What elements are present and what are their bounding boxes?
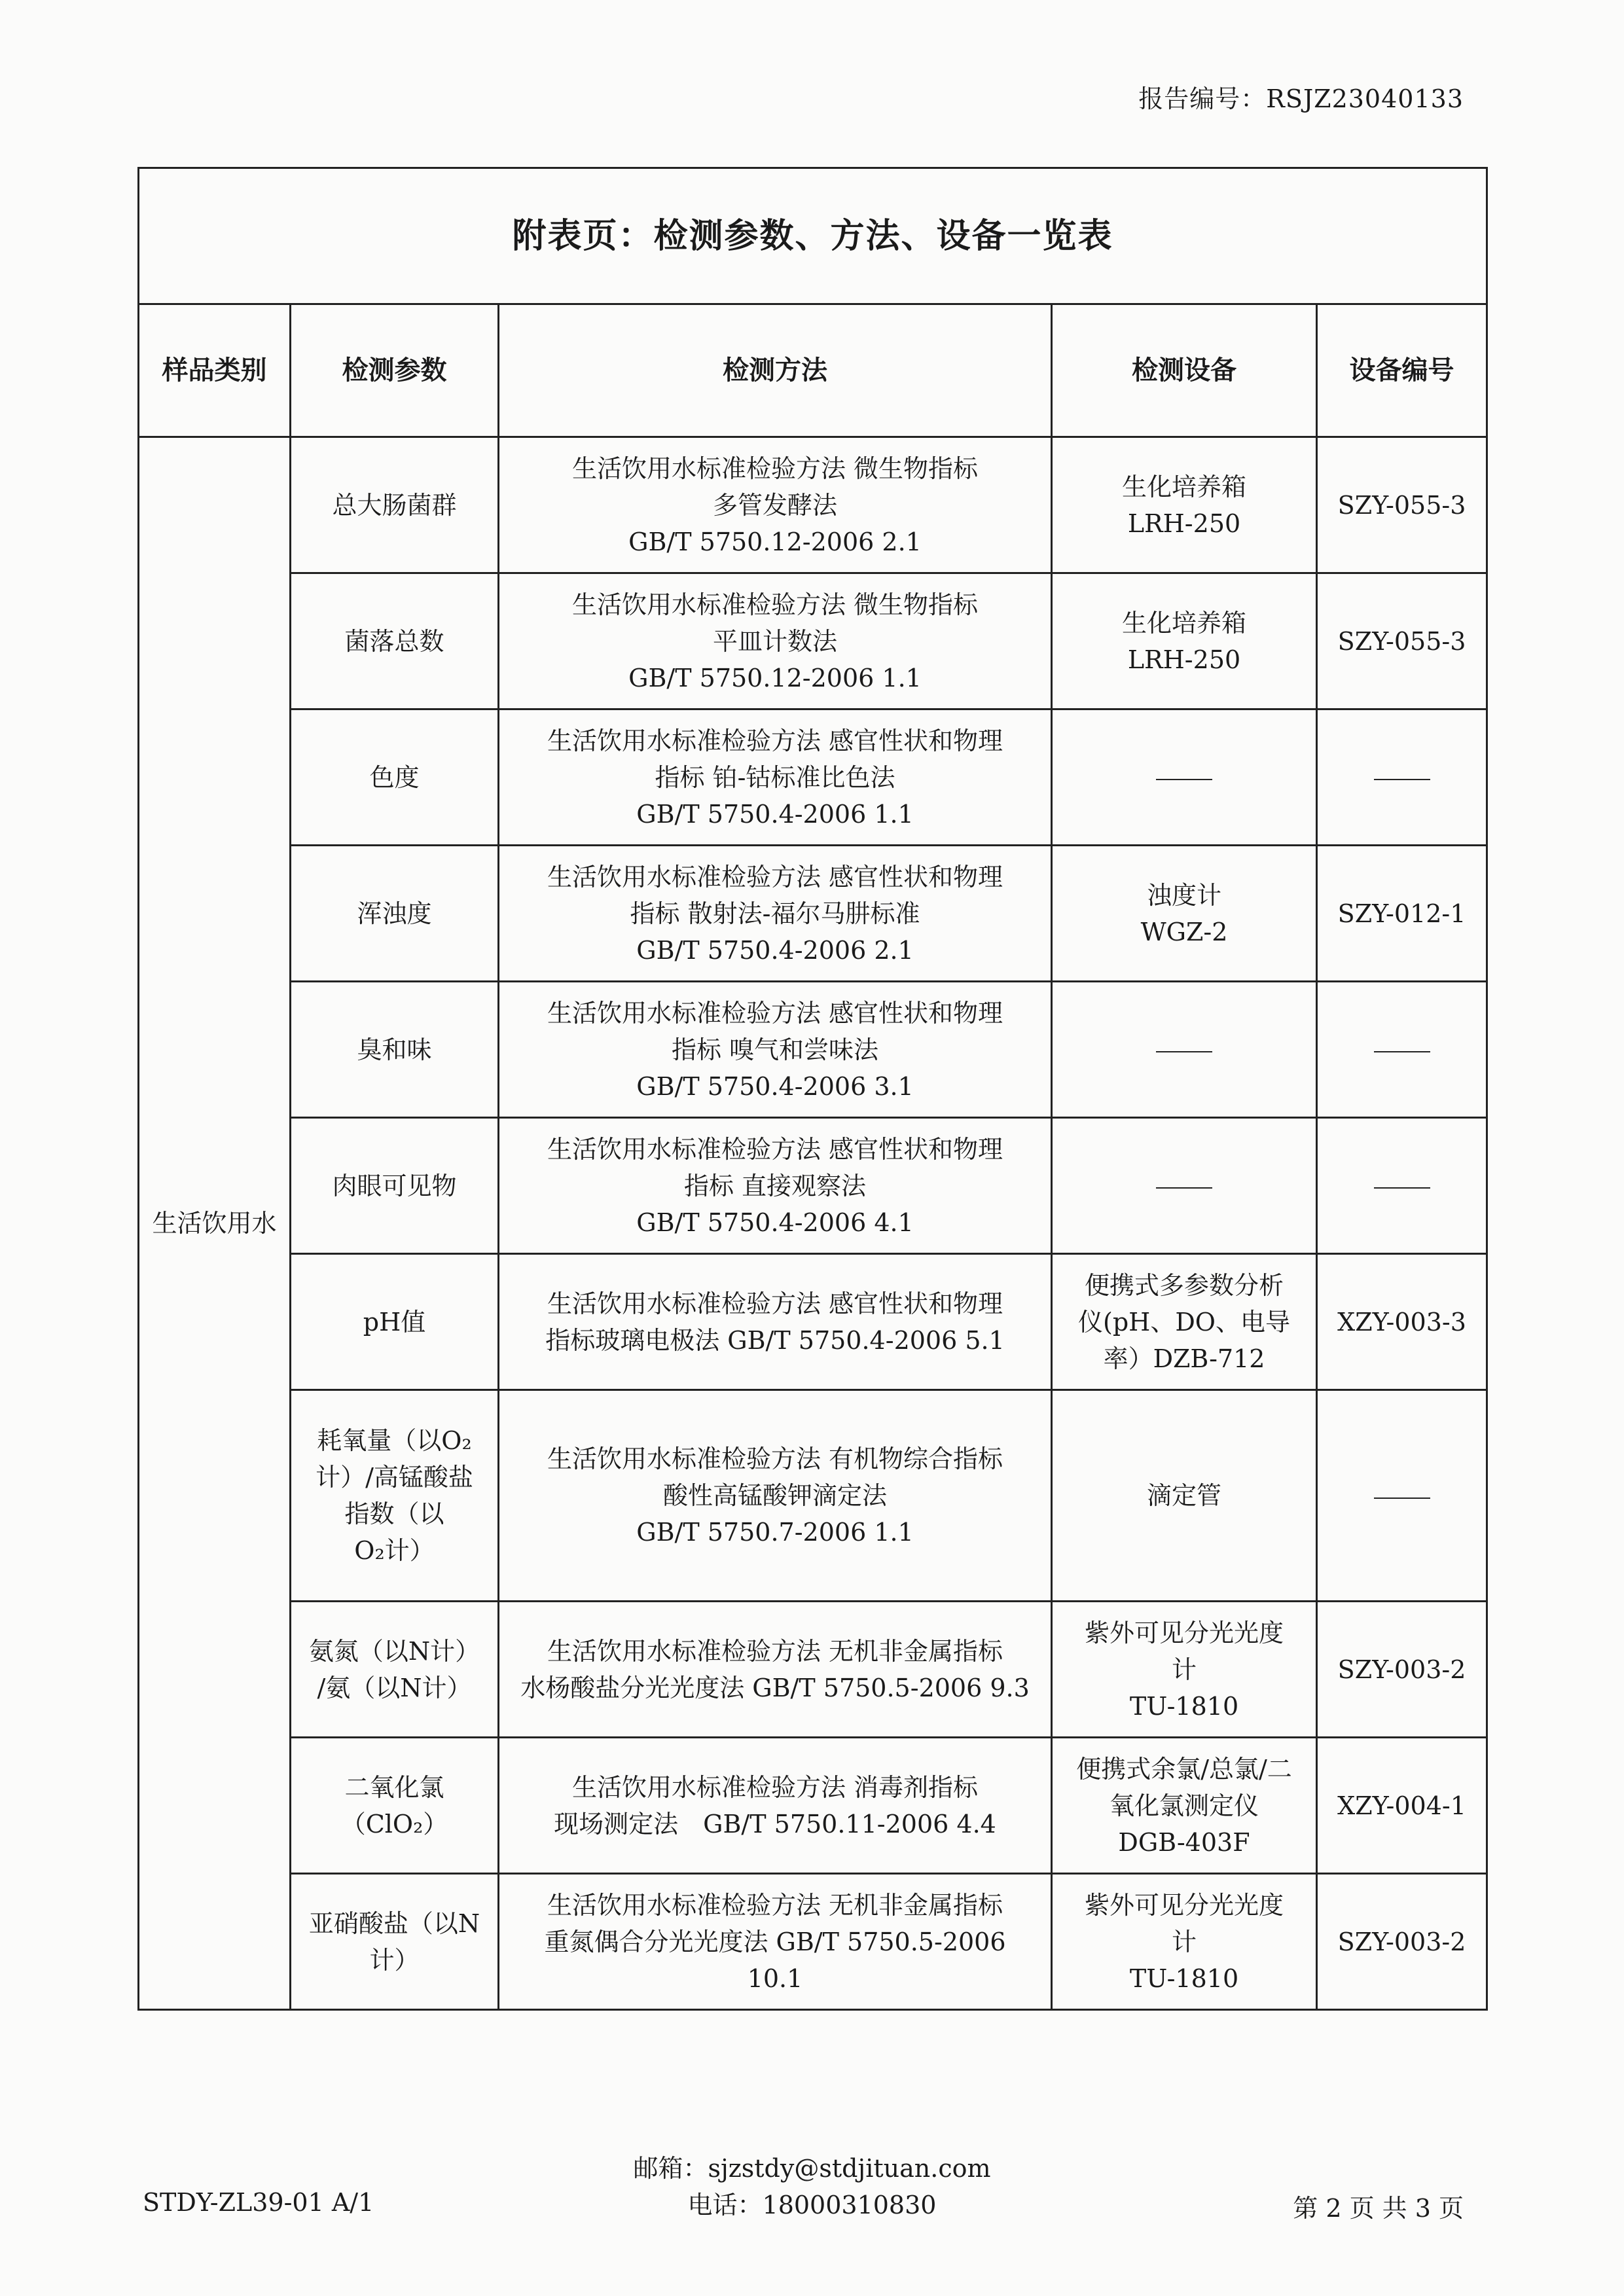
parameter-cell-line: 计）/高锰酸盐 [316,1463,473,1492]
method-cell [499,709,1052,846]
device-cell-line: 率）DZB-712 [1103,1344,1265,1373]
device-cell [1052,1254,1317,1390]
device-cell-line: LRH-250 [1127,645,1241,674]
parameter-cell-line: 总大肠菌群 [332,490,457,520]
method-cell-line: 生活饮用水标准检验方法 微生物指标 [571,590,979,619]
table-title: 附表页：检测参数、方法、设备一览表 [139,168,1487,304]
parameter-cell-line: 二氧化氯 [344,1772,444,1802]
footer-email: 邮箱：sjzstdy@stdjituan.com [633,2154,991,2183]
device-cell-line: 计 [1171,1927,1197,1956]
column-header-device-no: 设备编号 [1317,304,1487,437]
method-cell-line: 生活饮用水标准检验方法 感官性状和物理 [547,1134,1003,1164]
device-number-cell: XZY-004-1 [1317,1738,1487,1874]
parameter-cell [291,437,499,573]
device-cell-line: 便携式余氯/总氯/二 [1076,1754,1292,1784]
method-cell [499,1738,1052,1874]
parameter-cell [291,982,499,1118]
parameter-cell-line: 指数（以 [344,1499,444,1528]
parameter-cell-line: 肉眼可见物 [332,1171,457,1200]
parameter-cell [291,1738,499,1874]
footer-page-number: 第 2 页 共 3 页 [1293,2194,1464,2223]
footer-phone: 电话：18000310830 [687,2191,937,2219]
device-cell [1052,1602,1317,1738]
device-number-cell: XZY-003-3 [1317,1254,1487,1390]
device-cell-line: 滴定管 [1146,1481,1221,1510]
method-cell-line: 生活饮用水标准检验方法 感官性状和物理 [547,726,1003,755]
method-cell-line: 生活饮用水标准检验方法 无机非金属指标 [547,1890,1003,1920]
footer-doc-code: STDY-ZL39-01 A/1 [143,2188,374,2217]
table-row [139,1738,1487,1874]
method-cell-line: 酸性高锰酸钾滴定法 [662,1481,887,1510]
parameter-cell [291,846,499,982]
method-cell-line: 生活饮用水标准检验方法 无机非金属指标 [547,1636,1003,1666]
parameter-cell-line: 耗氧量（以O₂ [317,1426,472,1455]
device-cell-line: 仪(pH、DO、电导 [1078,1307,1290,1336]
report-number: 报告编号：RSJZ23040133 [1138,84,1464,113]
empty-dash [1374,779,1430,780]
device-cell [1052,1738,1317,1874]
parameter-cell-line: 浑浊度 [357,899,432,928]
parameter-cell [291,1390,499,1602]
parameter-cell [291,1602,499,1738]
device-cell [1052,846,1317,982]
device-cell-line: WGZ-2 [1140,917,1228,946]
device-cell [1052,982,1317,1118]
parameter-cell [291,709,499,846]
method-cell-line: 多管发酵法 [712,490,837,520]
parameter-cell [291,573,499,709]
method-cell-line: GB/T 5750.4-2006 3.1 [636,1071,914,1101]
method-cell-line: 生活饮用水标准检验方法 有机物综合指标 [547,1444,1003,1473]
table-row [139,1118,1487,1254]
device-number-cell [1317,1118,1487,1254]
parameter-cell [291,1874,499,2010]
device-cell-line: 便携式多参数分析 [1084,1270,1284,1300]
method-cell-line: 指标 直接观察法 [683,1171,867,1200]
parameter-cell-line: （ClO₂） [340,1809,448,1839]
device-cell-line: LRH-250 [1127,509,1241,538]
device-number-cell [1317,709,1487,846]
table-row [139,573,1487,709]
empty-dash [1156,1051,1212,1052]
method-cell [499,1118,1052,1254]
method-cell [499,982,1052,1118]
method-cell-line: 生活饮用水标准检验方法 感官性状和物理 [547,998,1003,1028]
method-cell-line: 生活饮用水标准检验方法 微生物指标 [571,454,979,483]
method-cell-line: 指标 嗅气和尝味法 [671,1035,879,1064]
device-cell-line [1058,1031,1310,1068]
method-cell-line: 水杨酸盐分光光度法 GB/T 5750.5-2006 9.3 [520,1673,1030,1702]
device-cell-line [1058,1168,1310,1204]
method-cell [499,437,1052,573]
table-row [139,982,1487,1118]
method-cell-line: 指标 散射法-福尔马肼标准 [630,899,920,928]
method-cell-line: GB/T 5750.4-2006 4.1 [636,1208,914,1237]
device-number-cell: SZY-055-3 [1317,573,1487,709]
parameter-cell-line: 臭和味 [357,1035,432,1064]
method-cell-line: 生活饮用水标准检验方法 感官性状和物理 [547,862,1003,891]
method-cell-line: 指标 铂-钴标准比色法 [655,762,895,792]
parameter-cell-line: 色度 [369,762,420,792]
method-cell-line: 生活饮用水标准检验方法 感官性状和物理 [547,1289,1003,1318]
device-cell-line: 计 [1171,1655,1197,1684]
device-number-cell [1317,982,1487,1118]
method-cell [499,846,1052,982]
parameter-cell-line: 计） [369,1945,420,1975]
column-header-parameter: 检测参数 [291,304,499,437]
table-row [139,437,1487,573]
parameter-cell-line: 亚硝酸盐（以N [308,1909,480,1938]
method-cell-line: 平皿计数法 [712,626,837,656]
device-cell-line: TU-1810 [1129,1691,1239,1721]
device-number-cell: SZY-003-2 [1317,1602,1487,1738]
device-cell [1052,1874,1317,2010]
parameter-cell-line: 氨氮（以N计） [308,1636,480,1666]
device-cell [1052,573,1317,709]
device-cell-line: 紫外可见分光光度 [1084,1890,1284,1920]
parameter-cell-line: 菌落总数 [344,626,444,656]
parameter-cell-line: /氨（以N计） [317,1673,472,1702]
method-cell-line: 生活饮用水标准检验方法 消毒剂指标 [571,1772,979,1802]
device-number-cell: SZY-055-3 [1317,437,1487,573]
method-cell-line: GB/T 5750.4-2006 2.1 [636,935,914,965]
method-cell [499,1254,1052,1390]
method-cell-line: 10.1 [747,1964,803,1993]
table-row [139,1254,1487,1390]
empty-dash [1374,1187,1430,1189]
method-cell [499,1390,1052,1602]
parameter-cell [291,1118,499,1254]
table-row [139,1390,1487,1602]
device-cell-line: 浊度计 [1146,880,1221,910]
table-row [139,1602,1487,1738]
method-cell [499,573,1052,709]
column-header-category: 样品类别 [139,304,291,437]
device-number-cell [1317,1390,1487,1602]
device-cell [1052,1390,1317,1602]
parameter-cell [291,1254,499,1390]
device-number-cell: SZY-003-2 [1317,1874,1487,2010]
method-cell-line: GB/T 5750.4-2006 1.1 [636,799,914,829]
sample-category-cell: 生活饮用水 [139,437,291,2010]
device-cell-line: DGB-403F [1118,1827,1250,1857]
method-cell-line: GB/T 5750.12-2006 1.1 [628,663,922,692]
device-cell-line: 生化培养箱 [1121,472,1246,501]
method-cell [499,1874,1052,2010]
method-cell-line: 重氮偶合分光光度法 GB/T 5750.5-2006 [544,1927,1006,1956]
table-row [139,1874,1487,2010]
device-cell [1052,709,1317,846]
parameter-table [137,167,1486,2011]
device-cell-line: 生化培养箱 [1121,608,1246,637]
method-cell-line: GB/T 5750.7-2006 1.1 [636,1518,914,1547]
device-cell-line: 紫外可见分光光度 [1084,1618,1284,1647]
method-cell-line: GB/T 5750.12-2006 2.1 [628,527,922,556]
method-cell-line: 现场测定法 GB/T 5750.11-2006 4.4 [554,1809,996,1839]
empty-dash [1374,1051,1430,1052]
device-cell-line [1058,759,1310,796]
device-cell [1052,437,1317,573]
method-cell [499,1602,1052,1738]
device-cell [1052,1118,1317,1254]
empty-dash [1374,1498,1430,1499]
table-row [139,846,1487,982]
empty-dash [1156,1187,1212,1189]
table-row [139,709,1487,846]
device-cell-line: 氧化氯测定仪 [1109,1791,1259,1820]
parameter-cell-line: pH值 [363,1307,426,1336]
column-header-method: 检测方法 [499,304,1052,437]
table-body [139,437,1487,2010]
column-header-device: 检测设备 [1052,304,1317,437]
device-cell-line: TU-1810 [1129,1964,1239,1993]
method-cell-line: 指标玻璃电极法 GB/T 5750.4-2006 5.1 [545,1325,1005,1355]
empty-dash [1156,779,1212,780]
device-number-cell: SZY-012-1 [1317,846,1487,982]
parameter-cell-line: O₂计） [354,1536,435,1565]
